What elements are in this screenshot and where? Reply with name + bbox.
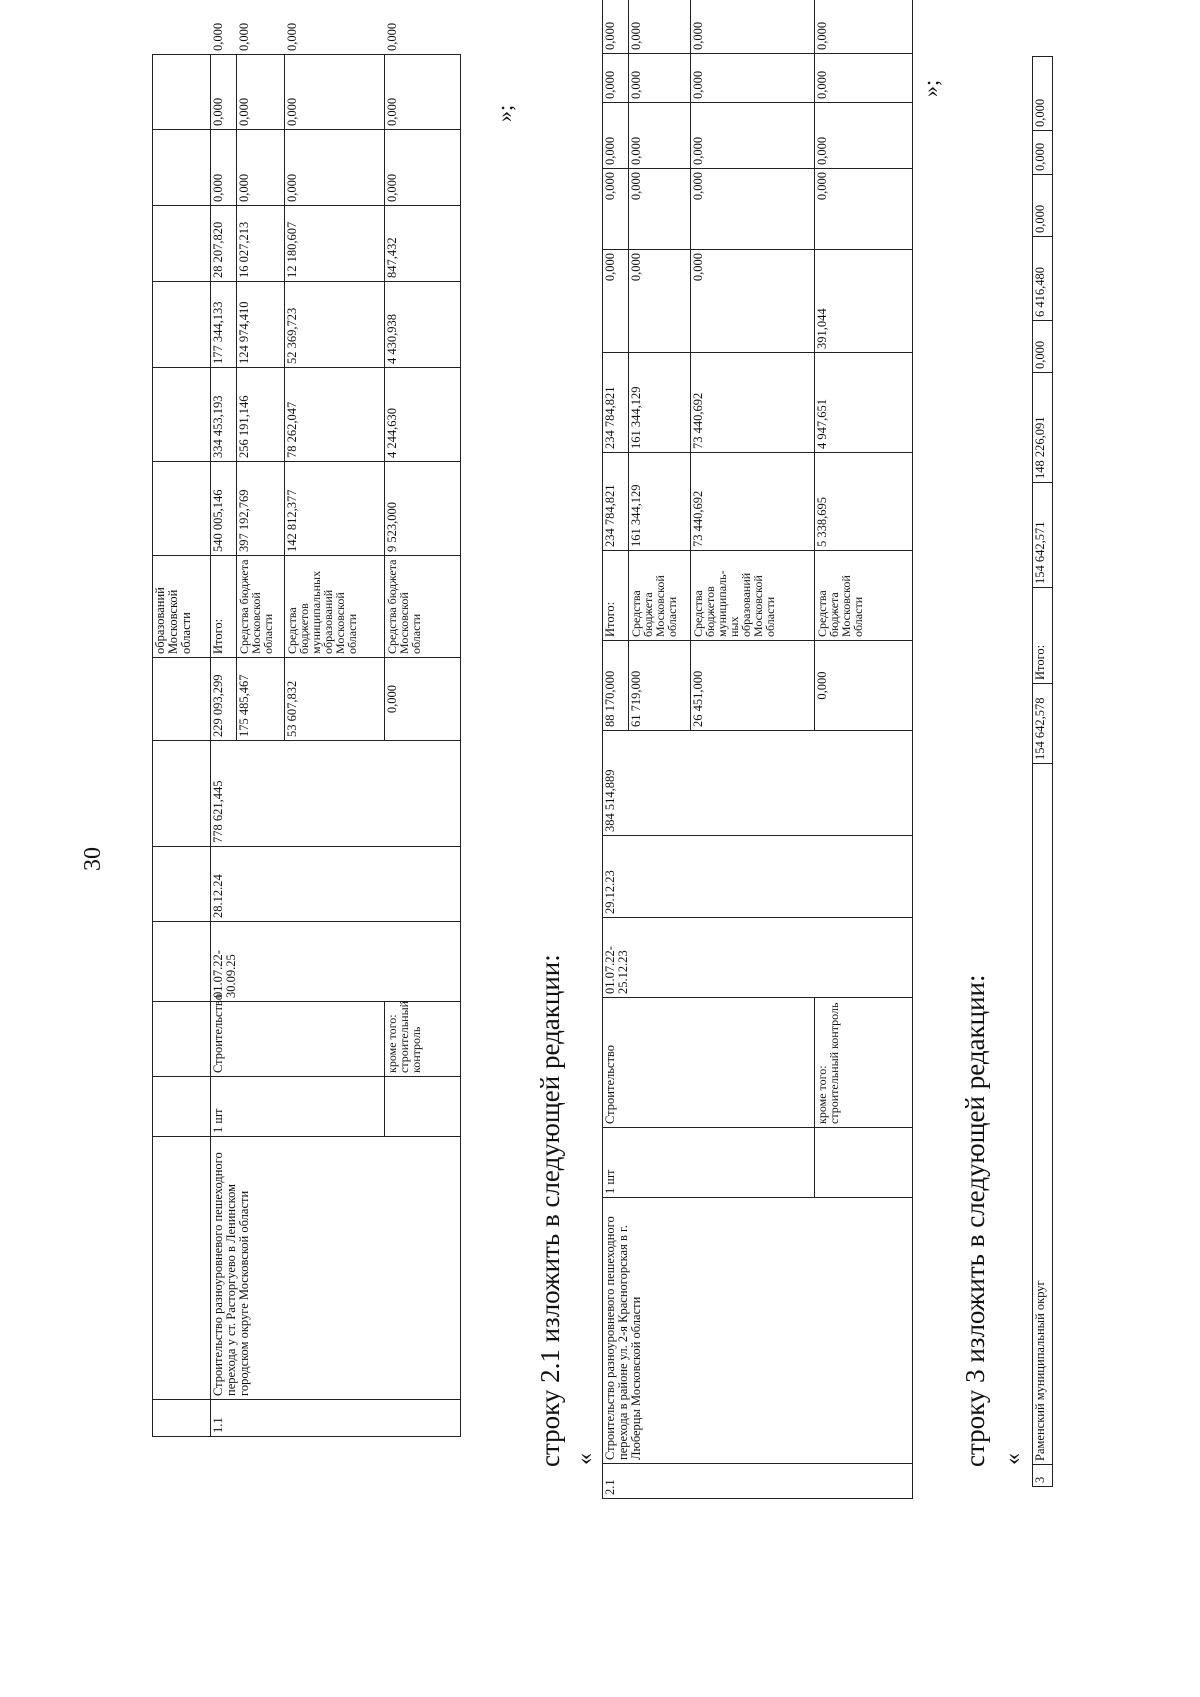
value: 154 642,578 — [1033, 684, 1053, 764]
quantity: 1 шт — [211, 1077, 385, 1137]
value: 4 430,938 — [385, 282, 461, 368]
value: 847,432 — [385, 206, 461, 282]
value: 175 485,467 — [237, 658, 285, 741]
table-row-1-1: образований Московской области 1.1 Строительство разноуровневого пешеходного перехода у ст. Расторгуево в Ленинском городском округе Московской области 1 шт Строительство 01.07.22-30.09.25 28.12.24 778 621,445 229 093,299 Итого: 540 005,146 334 453,193 177 344,133 28 207,820 0,000 0,000 0,000 175 485,467 Средства бюджета Московской области 397 192,769 256 191,146 124 974,410 16 027,213 0,000 0,000 0,000 53 607,832 Средства бюджетов муниципальных образований Московской области 142 812,377 78 262,047 52 369,723 12 180,607 0,000 0,000 0,000 кроме того: строительный контроль 0,000 Средства бюджета Московской области 9 523,000 4 244,630 4 430,938 847,432 0,000 0,000 0,000 — [152, 54, 461, 1437]
work-type: Строительство — [603, 998, 815, 1128]
value: 177 344,133 — [211, 282, 237, 368]
value: 0,000 — [237, 130, 285, 206]
value: 9 523,000 — [385, 462, 461, 556]
page-number: 30 — [80, 847, 106, 871]
open-quote-2: « — [1000, 1453, 1026, 1465]
table-row-2-1 — [602, 0, 913, 1499]
value: 5 338,695 — [815, 453, 913, 551]
value: 0,000 — [1033, 175, 1053, 237]
value: 256 191,146 — [237, 368, 285, 462]
value: 12 180,607 — [285, 206, 385, 282]
value: 334 453,193 — [211, 368, 237, 462]
row-number: 3 — [1033, 1465, 1053, 1487]
value: 0,000 — [211, 130, 237, 206]
value: 391,044 — [815, 250, 913, 353]
open-quote-1: « — [572, 1453, 598, 1465]
value: 0,000 — [285, 130, 385, 206]
value: 0,000 — [815, 54, 913, 103]
value: 16 027,213 — [237, 206, 285, 282]
value: 0,000 — [815, 641, 913, 731]
cell-prev-source: образований Московской области — [153, 556, 211, 658]
value: 0,000 — [385, 658, 461, 741]
district-name: Раменский муниципальный округ — [1033, 764, 1053, 1465]
value: 161 344,129 — [629, 453, 691, 551]
value: 53 607,832 — [285, 658, 385, 741]
value: 0,000 — [603, 250, 629, 353]
value: 0,000 — [603, 0, 629, 54]
value: 4 244,630 — [385, 368, 461, 462]
source-name: Средства бюджетов муниципальных образований Московской области — [285, 556, 385, 658]
extra-label: кроме того: строительный контроль — [385, 1002, 461, 1077]
value: 0,000 — [211, 55, 237, 130]
value: 4 947,651 — [815, 353, 913, 453]
value: 73 440,692 — [691, 453, 815, 551]
extra-label: кроме того: строительный контроль — [815, 998, 913, 1128]
value: 0,000 — [385, 130, 461, 206]
row-number: 1.1 — [211, 1400, 461, 1437]
table-row-3 — [1032, 56, 1053, 1487]
total-cost: 778 621,445 — [211, 741, 461, 847]
value: 0,000 — [603, 103, 629, 169]
row-number: 2.1 — [603, 1464, 913, 1499]
value: 0,000 — [691, 169, 815, 250]
value: 124 974,410 — [237, 282, 285, 368]
value: 234 784,821 — [603, 453, 629, 551]
value: 0,000 — [815, 103, 913, 169]
financed-total: 229 093,299 — [211, 658, 237, 741]
work-dates: 01.07.22-30.09.25 — [211, 922, 461, 1002]
work-type: Строительство — [211, 1002, 385, 1077]
value: 0,000 — [1033, 57, 1053, 131]
value: 26 451,000 — [691, 641, 815, 731]
value: 148 226,091 — [1033, 373, 1053, 483]
commission-date: 29.12.23 — [603, 836, 913, 918]
value: 142 812,377 — [285, 462, 385, 556]
source-name: Средства бюджета Московской области — [237, 556, 285, 658]
value: 0,000 — [629, 54, 691, 103]
commission-date: 28.12.24 — [211, 847, 461, 922]
quantity: 1 шт — [603, 1128, 815, 1198]
source-name: Средства бюджета Московской области — [629, 551, 691, 641]
value: 6 416,480 — [1033, 237, 1053, 321]
value: 52 369,723 — [285, 282, 385, 368]
source-total-label: Итого: — [603, 551, 629, 641]
value: 0,000 — [629, 250, 691, 353]
value: 0,000 — [603, 169, 629, 250]
value: 0,000 — [1033, 321, 1053, 373]
source-total-label: Итого: — [211, 556, 237, 658]
value: 0,000 — [691, 54, 815, 103]
object-name: Строительство разноуровневого пешеходного перехода в районе ул. 2-я Красногорская в г. Люберцы Московской области — [603, 1198, 913, 1464]
value: 540 005,146 — [211, 462, 237, 556]
value: 0,000 — [629, 169, 691, 250]
source-total-label: Итого: — [1033, 588, 1053, 684]
end-mark-1: »; — [492, 104, 517, 122]
value: 0,000 — [285, 55, 385, 130]
value: 78 262,047 — [285, 368, 385, 462]
end-mark-2: »; — [918, 79, 943, 97]
value: 161 344,129 — [629, 353, 691, 453]
object-name: Строительство разноуровневого пешеходного перехода у ст. Расторгуево в Ленинском городском округе Московской области — [211, 1137, 461, 1400]
value: 0,000 — [237, 55, 285, 130]
instruction-text-1: строку 2.1 изложить в следующей редакции: — [535, 954, 565, 1467]
work-dates: 01.07.22-25.12.23 — [603, 918, 913, 998]
financed-total: 88 170,000 — [603, 641, 629, 731]
value: 154 642,571 — [1033, 483, 1053, 588]
value: 73 440,692 — [691, 353, 815, 453]
value: 0,000 — [691, 0, 815, 54]
source-name: Средства бюджета Московской области — [385, 556, 461, 658]
value: 0,000 — [691, 250, 815, 353]
value: 0,000 — [691, 103, 815, 169]
value: 0,000 — [1033, 131, 1053, 175]
source-name: Средства бюджета Московской области — [815, 551, 913, 641]
value: 61 719,000 — [629, 641, 691, 731]
value: 234 784,821 — [603, 353, 629, 453]
value: 397 192,769 — [237, 462, 285, 556]
value: 0,000 — [385, 55, 461, 130]
value: 0,000 — [815, 0, 913, 54]
total-cost: 384 514,889 — [603, 731, 913, 836]
value: 0,000 — [815, 169, 913, 250]
value: 0,000 — [629, 103, 691, 169]
value: 0,000 — [629, 0, 691, 54]
instruction-text-2: строку 3 изложить в следующей редакции: — [960, 974, 990, 1467]
value: 0,000 — [603, 54, 629, 103]
source-name: Средства бюджетов муниципаль-ных образований Московской области — [691, 551, 815, 641]
value: 28 207,820 — [211, 206, 237, 282]
